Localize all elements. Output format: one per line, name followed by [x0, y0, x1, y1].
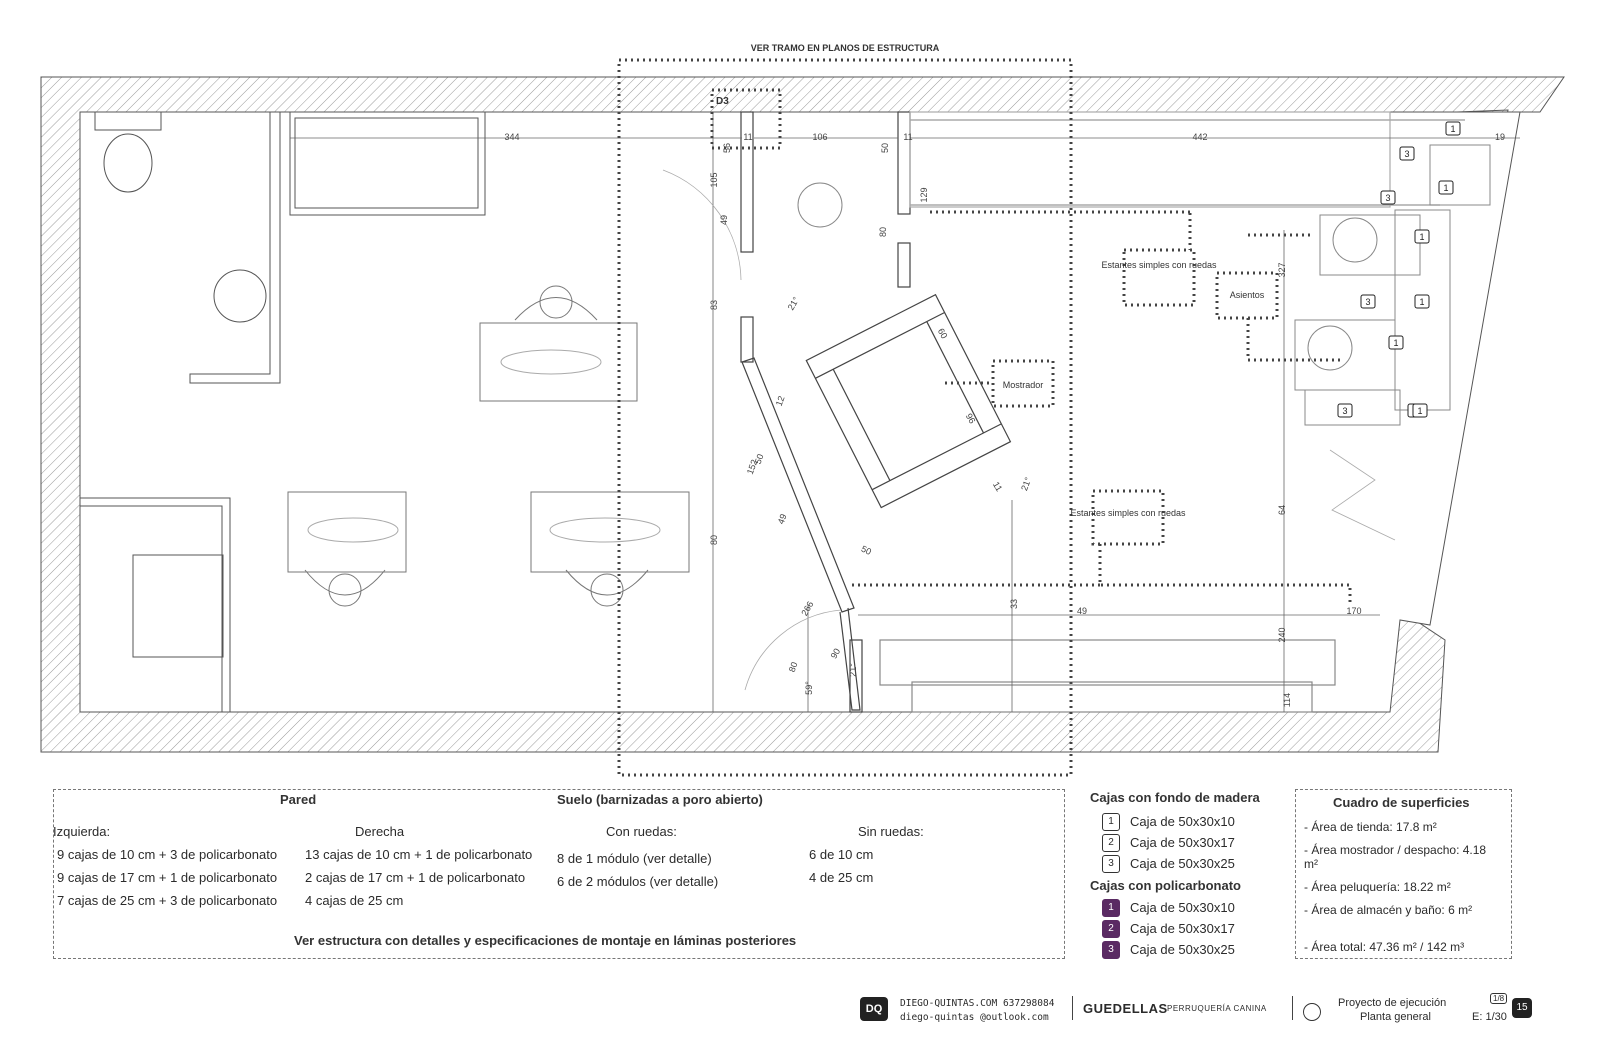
dimension-label: 49 — [775, 512, 789, 526]
dimension-label: 11 — [903, 132, 913, 142]
svg-text:1: 1 — [1450, 124, 1456, 134]
dimension-label: 64 — [1277, 504, 1287, 516]
cajas-legend — [1090, 790, 1300, 960]
derecha-line-1: 2 cajas de 17 cm + 1 de policarbonato — [305, 870, 526, 885]
footer-project-line1: Proyecto de ejecución — [1338, 997, 1447, 1009]
callout-estantes-2: Estantes simples con ruedas — [1070, 508, 1186, 518]
dimension-label: 170 — [1346, 606, 1362, 616]
caja-poli-3: 3 Caja de 50x30x25 — [1090, 939, 1300, 960]
dimension-label: 152 — [744, 458, 760, 476]
dimension-label: 80 — [878, 226, 888, 238]
dimension-label: 129 — [919, 187, 929, 203]
svg-text:1: 1 — [1419, 297, 1425, 307]
dimension-label: 59° — [804, 681, 814, 695]
con-ruedas-label: Con ruedas: — [606, 824, 677, 839]
izquierda-label: Izquierda: — [53, 824, 111, 839]
dimension-label: 21° — [1019, 475, 1034, 493]
caja-poli-2: 2 Caja de 50x30x17 — [1090, 918, 1300, 939]
page-number: 15 — [1512, 998, 1532, 1018]
izquierda-line-0: 9 cajas de 10 cm + 3 de policarbonato — [57, 847, 278, 862]
dimension-label: 60 — [935, 326, 950, 341]
footer-email: diego-quintas @outlook.com — [900, 1012, 1049, 1023]
box-tag — [1439, 181, 1453, 194]
footer-scale: E: 1/30 — [1472, 1011, 1507, 1023]
footer-logo: DQ — [860, 997, 888, 1021]
dimension-label: 240 — [1277, 627, 1287, 643]
callout-asientos: Asientos — [1229, 290, 1265, 300]
dimension-label: 50 — [859, 543, 873, 557]
cajas-poli-title: Cajas con policarbonato — [1090, 878, 1241, 893]
sin-ruedas-line-1: 4 de 25 cm — [809, 870, 874, 885]
caja-madera-2: 2 Caja de 50x30x17 — [1090, 832, 1300, 853]
superficie-2: - Área peluquería: 18.22 m² — [1304, 880, 1451, 894]
box-tag — [1415, 295, 1429, 308]
dimension-label: 114 — [1282, 692, 1292, 708]
footer-web-phone: DIEGO-QUINTAS.COM 637298084 — [900, 998, 1055, 1009]
legend-footnote: Ver estructura con detalles y especificaciones de montaje en láminas posteriores — [294, 933, 797, 948]
dimension-label: 344 — [504, 132, 520, 142]
dimension-label: 266 — [799, 599, 816, 618]
izquierda-line-2: 7 cajas de 25 cm + 3 de policarbonato — [57, 893, 278, 908]
box-tag — [1400, 147, 1414, 160]
pared-title: Pared — [280, 792, 317, 807]
box-tag — [1413, 404, 1427, 417]
footer-brand: GUEDELLAS — [1083, 1001, 1168, 1016]
con-ruedas-line-0: 8 de 1 módulo (ver detalle) — [557, 851, 712, 866]
izquierda-line-1: 9 cajas de 17 cm + 1 de policarbonato — [57, 870, 278, 885]
dimension-label: 56 — [722, 142, 732, 154]
dimension-label: 21° — [848, 663, 858, 677]
dimension-label: 327 — [1277, 262, 1287, 278]
dimension-label: 80 — [786, 660, 800, 674]
svg-text:1: 1 — [1393, 338, 1399, 348]
dimension-label: 80 — [709, 534, 719, 546]
top-note: VER TRAMO EN PLANOS DE ESTRUCTURA — [750, 43, 940, 53]
footer-brand-sub: PERRUQUERÍA CANINA — [1167, 1004, 1267, 1013]
caja-poli-1: 1 Caja de 50x30x10 — [1090, 897, 1300, 918]
box-tag — [1389, 336, 1403, 349]
dimension-label: 50 — [880, 142, 890, 154]
superficie-4: - Área total: 47.36 m² / 142 m³ — [1304, 940, 1465, 954]
callout-mostrador: Mostrador — [1002, 380, 1044, 390]
footer-divider-2 — [1292, 996, 1293, 1020]
dimension-label: 21° — [785, 295, 802, 312]
dimension-label: 50 — [752, 452, 766, 466]
dimension-label: 90 — [828, 646, 843, 661]
derecha-line-2: 4 cajas de 25 cm — [305, 893, 404, 908]
callout-estantes-1: Estantes simples con ruedas — [1101, 260, 1217, 270]
svg-text:1: 1 — [1443, 183, 1449, 193]
superficie-3: - Área de almacén y baño: 6 m² — [1304, 903, 1473, 917]
superficie-1: - Área mostrador / despacho: 4.18 m² — [1304, 843, 1487, 871]
dimension-label: 11 — [990, 479, 1005, 494]
dimension-label: 49 — [1076, 606, 1088, 616]
dimension-label: 12 — [773, 394, 787, 408]
sin-ruedas-line-0: 6 de 10 cm — [809, 847, 874, 862]
box-tag — [1415, 230, 1429, 243]
svg-text:3: 3 — [1342, 406, 1348, 416]
dimension-label: 49 — [719, 214, 729, 226]
detail-tag: D3 — [716, 96, 729, 107]
dimension-label: 19 — [1494, 132, 1506, 142]
dimension-label: 442 — [1192, 132, 1208, 142]
footer-sheet-frac: 1/8 — [1490, 993, 1507, 1004]
svg-text:3: 3 — [1365, 297, 1371, 307]
caja-madera-3: 3 Caja de 50x30x25 — [1090, 853, 1300, 874]
superficies-box — [1295, 789, 1512, 959]
box-tag — [1381, 191, 1395, 204]
footer-divider-1 — [1072, 996, 1073, 1020]
superficie-0: - Área de tienda: 17.8 m² — [1304, 820, 1437, 834]
cajas-madera-title: Cajas con fondo de madera — [1090, 790, 1260, 805]
footer-project-line2: Planta general — [1360, 1011, 1431, 1023]
con-ruedas-line-1: 6 de 2 módulos (ver detalle) — [557, 874, 719, 889]
compass-icon — [1303, 1003, 1321, 1021]
superficies-title: Cuadro de superficies — [1333, 795, 1470, 810]
box-tag — [1338, 404, 1352, 417]
sin-ruedas-label: Sin ruedas: — [858, 824, 924, 839]
box-tag — [1446, 122, 1460, 135]
dimension-label: 83 — [709, 299, 719, 311]
svg-text:3: 3 — [1385, 193, 1391, 203]
box-tag — [1361, 295, 1375, 308]
svg-text:3: 3 — [1404, 149, 1410, 159]
derecha-line-0: 13 cajas de 10 cm + 1 de policarbonato — [305, 847, 533, 862]
dimension-label: 33 — [1009, 598, 1019, 610]
dimension-label: 96 — [963, 411, 978, 426]
svg-text:1: 1 — [1417, 406, 1423, 416]
dimension-label: 105 — [709, 172, 719, 188]
dimension-label: 106 — [812, 132, 828, 142]
svg-text:1: 1 — [1419, 232, 1425, 242]
dimension-label: 11 — [743, 132, 753, 142]
derecha-label: Derecha — [355, 824, 405, 839]
suelo-title: Suelo (barnizadas a poro abierto) — [557, 792, 763, 807]
caja-madera-1: 1 Caja de 50x30x10 — [1090, 811, 1300, 832]
